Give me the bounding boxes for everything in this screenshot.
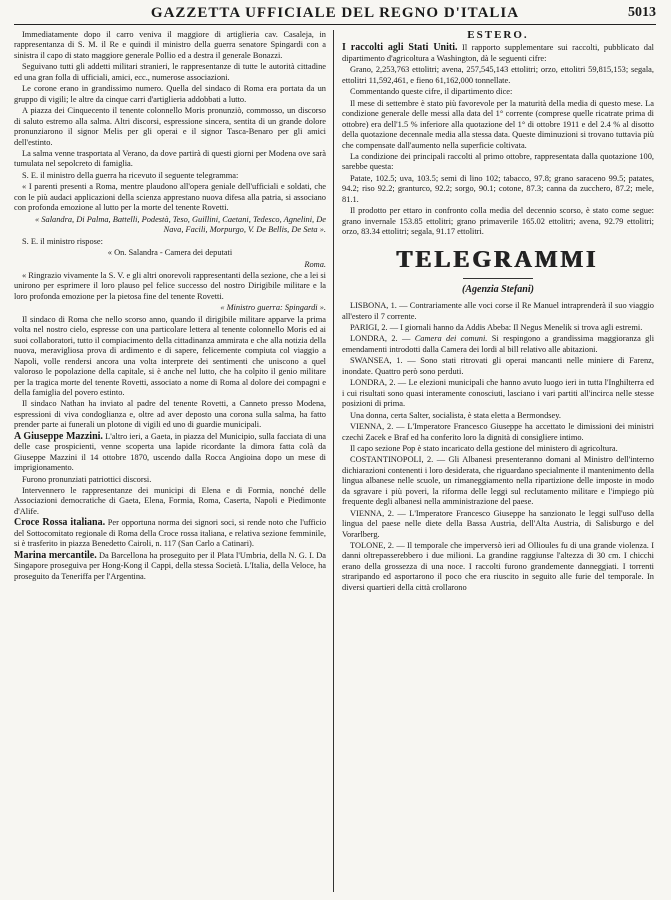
news-body: Il rapporto supplementare sui raccolti, pubblicato dal dipartimento d'agricoltura a Washington, dà le seguenti cifre: [342,43,654,63]
agency-label: (Agenzia Stefani) [462,283,534,295]
news-headline: I raccolti agli Stati Uniti. [342,42,458,54]
telegrams-title: TELEGRAMMI [396,246,599,273]
news-item [14,518,326,549]
paragraph: Il sindaco Nathan ha inviato al padre del tenente Rovetti, a Canneto presso Modena, espressioni di viva condoglianza e, oltre ad aver deposto una corona sulla salma, ha fatto prender parte ai funerali un plotone di vigili ed uno di guardie municipali. [14,399,326,430]
telegram: LISBONA, 1. — Contrariamente alle voci corse il Re Manuel intraprenderà il suo viaggio all'estero il 7 corrente. [342,301,654,321]
paragraph: Furono pronunziati patriottici discorsi. [22,474,152,484]
paragraph: S. E. il ministro rispose: [22,236,103,246]
paragraph: Intervennero le rappresentanze dei municipi di Elena e di Formia, nonché delle Associazioni democratiche di Gaeta, Elena, Formia, Roma, Caserta, Napoli e Piedimonte d'Alife. [14,486,326,516]
telegram: SWANSEA, 1. — Sono stati ritrovati gli operai mancanti nelle miniere di Farenz, inondate. Quattro però sono perduti. [342,356,654,376]
news-headline: A Giuseppe Mazzini. [14,430,103,442]
news-item [342,43,654,64]
paragraph: Patate, 102.5; uva, 103.5; semi di lino 102; tabacco, 97.8; grano saraceno 99.5; patates, 94.2; riso 92.2; granturco, 92.2; sorgo, 90.1; cotone, 87.3; canna da zucchero, 87.2; mele, 81.1. [342,173,654,204]
column-divider [333,30,334,892]
section-title: ESTERO. [467,30,529,41]
telegram-body: Si respingono a grandissima maggioranza gli emendamenti introdotti dalla Camera dei lordi al bill relativo alle abitazioni. [342,334,654,354]
telegram-dateline: LONDRA, 2. — [350,334,411,344]
news-headline: Marina mercantile. [14,549,97,561]
paragraph: « I parenti presenti a Roma, mentre plaudono all'opera geniale dell'ufficiali e soldati, che con le più audaci applicazioni della scienza apprestano nuova difesa alla patria, si associano con profonda emozione al lutto per la morte del tenente Rovetti. [14,182,326,213]
page-number: 5013 [628,5,656,20]
telegram: PARIGI, 2. — I giornali hanno da Addis Abeba: Il Negus Menelik si trova agli estremi. [350,322,643,332]
paragraph: Commentando queste cifre, il dipartimento dice: [350,87,513,97]
news-headline: Croce Rossa italiana. [14,517,106,529]
telegram-address: « On. Salandra - Camera dei deputati [107,248,233,258]
telegram-subject: Camera dei comuni. [414,334,488,344]
paragraph: Il mese di settembre è stato più favorevole per la maturità della media di questo mese. La condizione generale delle messi alla data del 1° corrente (comprese quelle ricatrate prima di ottobre) era dell'1.5 % inferiore alla quotazione del 1° di ottobre 1911 e del 2.4 % al disotto della quotazione decennale media alla stessa data. Queste diminuzioni si trovano tuttavia più che compensate dall'aumento nella superficie coltivata. [342,98,654,150]
paragraph: Seguivano tutti gli addetti militari stranieri, le rappresentanze di tutte le autorità cittadine ed una gran folla di ufficiali, amici, ecc., numerose associazioni. [14,62,326,82]
telegram: COSTANTINOPOLI, 2. — Gli Albanesi presenteranno domani al Ministro dell'interno dichiarazioni contenenti i loro desiderata, che riguardano specialmente il mantenimento della lingua albanese nelle scuole, un rimaneggiamento nella ripartizione delle imposte in modo da sgravare i più poveri, la riforma delle leggi sul reclutamento militare e l'impiego più frequente degli albanesi nella amministrazione del paese. [342,455,654,507]
signature-block: « Salandra, Di Palma, Battelli, Podestà, Teso, Guillini, Caetani, Tedesco, Agnelini, De Nava, Facili, Morpurgo, V. De Bellis, De Seta ». [35,214,326,235]
paragraph: Il sindaco di Roma che nello scorso anno, quando il dirigibile militare apparve la prima volta nel nostro cielo, espresse con una particolare lettera al tenente colonnello Moris ed ai suoi collaboratori, tutto il compiacimento della cittadinanza ammirata e che alla notizia della nuova, meravigliosa prova di ardimento e di sapere, felicemente compiuta col viaggio a Napoli, volle rendersi ancora una volta interprete dei sentimenti che uniscono a quel valoroso le popolazione della capitale, si è anche nel lutto, che ha colpito il genio militare per la tragica morte del tenente Rovetti, associato a nome di Roma al dolore dei compagni e della famiglia del povero estinto. [14,314,326,397]
telegram: LONDRA, 2. — Le elezioni municipali che hanno avuto luogo ieri in tutta l'Inghilterra ed i cui risultati sono quasi interamente conosciuti, lasciano i vari partiti all'incirca nelle stesse posizioni di prima. [342,378,654,409]
paragraph: « Ringrazio vivamente la S. V. e gli altri onorevoli rappresentanti della sezione, che a lei si unirono per esprimere il loro plauso pel felice successo del nostro Dirigibile militare e la loro profonda emozione per la pietosa fine del tenente Rovetti. [14,270,326,301]
paragraph: A piazza dei Cinquecento il tenente colonnello Moris pronunziò, commosso, un discorso di saluto estremo alla salma. Altri discorsi, espressione sincera, sentita di un grande dolore pronunziarono il signor Melis per gli operai e il signor Tasca-Benaro per gli amici dell'estinto. [14,106,326,147]
paragraph: S. E. il ministro della guerra ha ricevuto il seguente telegramma: [22,170,239,180]
paragraph: Immediatamente dopo il carro veniva il maggiore di artiglieria cav. Casaleja, in rappresentanza di S. M. il Re e quindi il ministro della guerra senatore Spingardi con a sinistra il capo di stato maggiore generale Pollio ed a destra il generale Bonazzi. [14,30,326,60]
news-item [14,432,326,474]
page-header [14,4,656,25]
telegram: Una donna, certa Salter, socialista, è stata eletta a Bermondsey. [350,410,561,420]
paragraph: La salma venne trasportata al Verano, da dove partirà di questi giorni per Modena ove sarà tumulata nel sepolcreto di famiglia. [14,148,326,169]
telegram: VIENNA, 2. — L'Imperatore Francesco Giuseppe ha accettato le dimissioni dei ministri czechi Zacek e Braf ed ha conferito loro la dignità di consigliere intimo. [342,422,654,442]
telegram: Il capo sezione Pop è stato incaricato della gestione del ministero di agricoltura. [350,443,618,453]
left-column [14,30,326,892]
paragraph: La condizione dei principali raccolti al primo ottobre, rappresentata dalla quotazione 100, sarebbe questa: [342,151,654,172]
telegram-address-city: Roma. [304,259,326,269]
news-body: L'altro ieri, a Gaeta, in piazza del Municipio, sulla facciata di una delle case prospicienti, venne scoperta una lapide ricordante la dimora fatta colà da Giuseppe Mazzini il 14 ottobre 1870, uscendo dalla Rocca Angioina dopo un mese di imprigionamento. [14,431,326,473]
news-body: Per opportuna norma dei signori soci, si rende noto che l'ufficio del Sottocomitato regionale di Roma della Croce rossa italiana, e relativa sezione femminile, si è trasferito in piazza Benedetto Cairoli, n. 117 (San Carlo a Catinari). [14,518,326,549]
paragraph: Il prodotto per ettaro in confronto colla media del decennio scorso, è stato come segue: grano invernale 153.85 ettolitri; grano primaverile 165.02 ettolitri; avena, 92.79 ettolitri; orzo, 83.34 ettolitri; segala, 91.17 ettolitri. [342,206,654,237]
paragraph: Grano, 2,253,763 ettolitri; avena, 257,545,143 ettolitri; orzo, ettolitri 59,815,153; segala, ettolitri 11,592,461, e fieno 61,162,000 tonnellate. [342,65,654,85]
newspaper-title: GAZZETTA UFFICIALE DEL REGNO D'ITALIA [150,5,520,21]
divider [463,278,533,279]
news-item [14,551,326,582]
right-column [342,30,654,892]
paragraph: Le corone erano in grandissimo numero. Quella del sindaco di Roma era portata da un gruppo di vigili; le altre da cinque carri d'artiglieria addobbati a lutto. [14,84,326,104]
telegram: TOLONE, 2. — Il temporale che imperversò ieri ad Ollioules fu di una grande violenza. I danni oltrepasserebbero i due milioni. La grandine raggiunse l'altezza di 30 cm. I chicchi erano della grossezza di una noce. I raccolti furono grandemente danneggiati. I torrenti straripando ed asportarono il poco che era riuscito in seguito alle furie del temporale. In diversi quartieri della città crollarono [342,541,654,592]
news-body: Da Barcellona ha proseguito per il Plata l'Umbria, della N. G. I. Da Singapore proseguiva per Hong-Kong il Cappi, della stessa Società. L'Italia, della Veloce, ha proseguito da Teneriffa per l'Argentina. [14,550,326,581]
telegram [342,334,654,355]
telegram: VIENNA, 2. — L'Imperatore Francesco Giuseppe ha sanzionato le leggi sull'uso della lingua del paese nelle diete della Bassa Austria, dell'Alta Austria, di Salisburgo e del Vorarlberg. [342,508,654,539]
signature-block: « Ministro guerra: Spingardi ». [220,303,326,313]
